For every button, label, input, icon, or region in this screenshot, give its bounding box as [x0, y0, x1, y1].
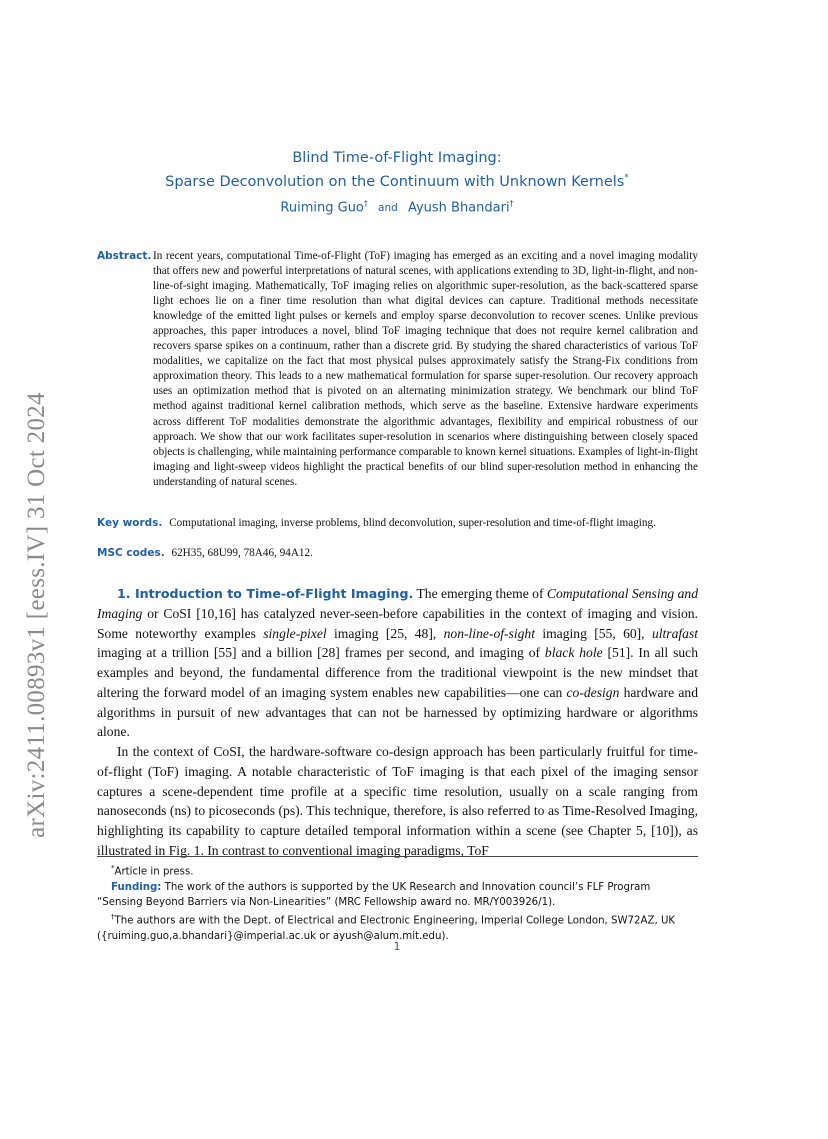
- msc-codes: [97, 546, 697, 561]
- keywords: [97, 516, 697, 531]
- funding-text: The work of the authors is supported by the UK Research and Innovation council’s FLF Program “Sensing Beyond Barriers via Non-Linearities” (MRC Fellowship award no. MR/Y003926/1).: [97, 881, 651, 908]
- title-footnote-mark: *: [624, 173, 629, 183]
- footnote-mark: *: [111, 864, 115, 872]
- italic-run: non-line-of-sight: [443, 625, 535, 641]
- paper-title: [96, 148, 698, 192]
- footnote-text: Article in press.: [114, 866, 194, 878]
- text-run: imaging at a trillion [55] and a billion [28] frames per second, and imaging of: [97, 645, 545, 661]
- text-run: hardware and algorithms in pursuit of new advantages that can not be harnessed by optimizing hardware or algorithms alone.: [97, 684, 698, 740]
- footnote-mark: †: [111, 913, 115, 922]
- arxiv-identifier: [20, 355, 54, 875]
- italic-run: co-design: [566, 684, 620, 700]
- footnote-text: The authors are with the Dept. of Electrical and Electronic Engineering, Imperial College London, SW72AZ, UK ({ruiming.guo,a.bhandari}@imperial.ac.uk or ayush@alum.mit.edu).: [97, 915, 676, 942]
- author-1: Ruiming Guo: [280, 200, 364, 216]
- italic-run: single-pixel: [263, 625, 327, 641]
- keywords-label: Key words.: [97, 517, 163, 529]
- funding-label: Funding:: [111, 881, 162, 893]
- author-2: Ayush Bhandari: [407, 200, 510, 216]
- text-run: The emerging theme of: [416, 586, 547, 601]
- msc-label: MSC codes.: [97, 547, 165, 559]
- title-line-2: Sparse Deconvolution on the Continuum with Unknown Kernels: [165, 173, 625, 190]
- paragraph-2: In the context of CoSI, the hardware-software co-design approach has been particularly fruitful for time-of-flight (ToF) imaging. A notable characteristic of ToF imaging is that each pixel of the imaging sensor captures a scene-dependent time profile at a specific time resolution, usually on a scale ranging from nanoseconds (ns) to picoseconds (ps). This technique, therefore, is also referred to as Time-Resolved Imaging, highlighting its capability to capture detailed temporal information within a scene (see Chapter 5, [10]), as illustrated in Fig. 1. In contrast to conventional imaging paradigms, ToF: [97, 744, 698, 858]
- msc-text: 62H35, 68U99, 78A46, 94A12.: [171, 547, 313, 559]
- text-run: imaging [55, 60],: [534, 625, 652, 641]
- footnote-divider: [97, 856, 698, 857]
- section-1: [97, 584, 698, 861]
- author-list: [96, 199, 698, 215]
- author-1-mark: †: [363, 199, 368, 208]
- footnote-article: [97, 861, 698, 880]
- arxiv-id-text: arXiv:2411.00893v1 [eess.IV] 31 Oct 2024: [23, 392, 50, 838]
- italic-run: ultrafast: [651, 625, 699, 641]
- author-2-mark: †: [509, 199, 514, 208]
- text-run: imaging [25, 48],: [326, 625, 444, 641]
- paragraph-1: [97, 584, 698, 742]
- author-conjunction: and: [378, 202, 398, 215]
- title-line-1: Blind Time-of-Flight Imaging:: [292, 150, 502, 166]
- italic-run: black hole: [544, 645, 603, 661]
- abstract-label: Abstract.: [97, 250, 152, 262]
- footnote-funding: [97, 880, 698, 911]
- abstract-text: In recent years, computational Time-of-Flight (ToF) imaging has emerged as an exciting and a novel imaging modality that offers new and powerful interpretations of natural scenes, with applications extending to 3D, light-in-flight, and non-line-of-sight imaging. Mathematically, ToF imaging relies on algorithmic super-resolution, as the back-scattered sparse light echoes lie on a finer time resolution than what digital devices can capture. Traditional methods necessitate knowledge of the emitted light pulses or kernels and employ sparse deconvolution to recover scenes. Unlike previous approaches, this paper introduces a novel, blind ToF imaging technique that does not require kernel calibration and recovers sparse spikes on a continuum, rather than a discrete grid. By studying the shared characteristics of various ToF modalities, we capitalize on the fact that most physical pulses approximately satisfy the Strang-Fix conditions from approximation theory. This leads to a new mathematical formulation for sparse super-resolution. Our recovery approach uses an optimization method that is pivoted on an alternating minimization strategy. We benchmark our blind ToF method against traditional kernel calibration methods, which serve as the baseline. Extensive hardware experiments across different ToF modalities demonstrate the algorithmic advantages, flexibility and empirical robustness of our approach. We show that our work facilitates super-resolution in scenarios where distinguishing between closely spaced objects is challenging, while maintaining performance comparable to known kernel situations. Examples of light-in-flight imaging and light-sweep videos highlight the practical benefits of our blind super-resolution method in enhancing the understanding of natural scenes.: [153, 250, 698, 488]
- footnotes: [97, 861, 698, 944]
- italic-run: Computational Sensing and Imaging: [97, 586, 698, 621]
- page-number: 1: [393, 940, 401, 953]
- section-heading: 1. Introduction to Time-of-Flight Imaging.: [117, 586, 414, 601]
- text-run: or CoSI [10,16] has catalyzed never-seen-before capabilities in the context of imaging and vision. Some noteworthy examples: [97, 605, 698, 641]
- keywords-text: Computational imaging, inverse problems, blind deconvolution, super-resolution and time-of-flight imaging.: [169, 517, 656, 529]
- text-run: [51]. In all such examples and beyond, the fundamental difference from the traditional viewpoint is the new mindset that altering the forward model of an imaging system enables new capabilities—one can: [97, 645, 698, 700]
